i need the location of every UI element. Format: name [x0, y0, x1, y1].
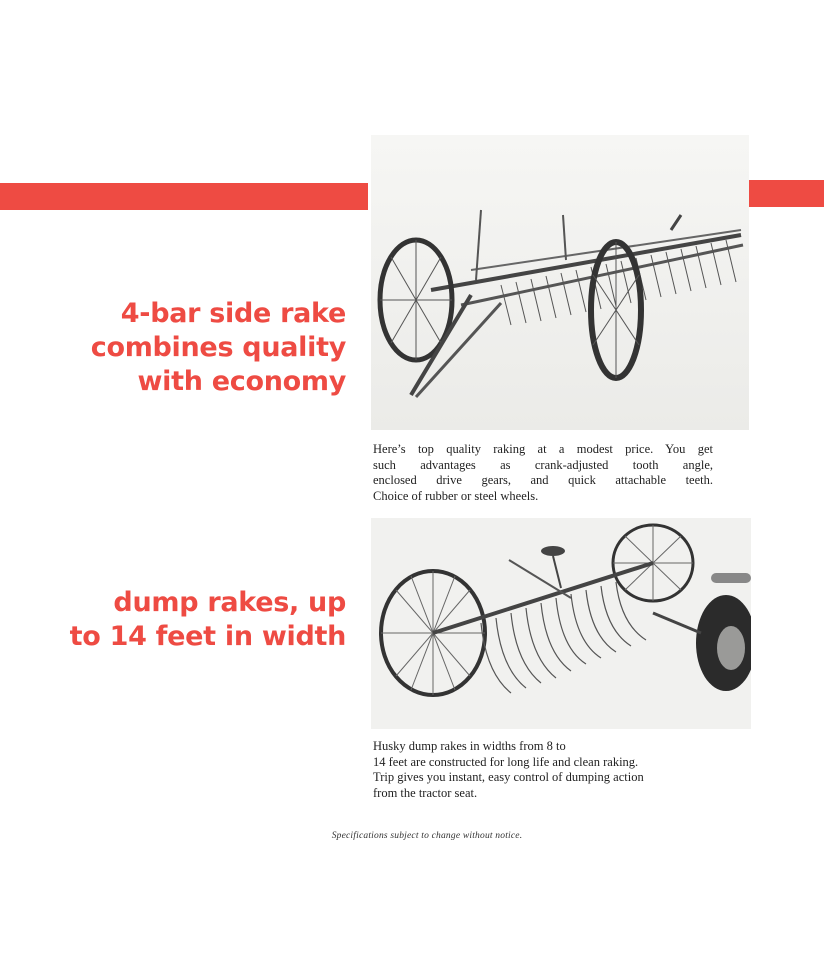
dump-rake-photo [371, 518, 751, 729]
heading-line: to 14 feet in width [69, 621, 346, 652]
side-rake-photo [371, 135, 749, 430]
red-accent-bar-left [0, 183, 368, 210]
side-rake-caption [373, 442, 713, 504]
caption-line: from the tractor seat. [373, 785, 478, 800]
caption-line: 14 feet are constructed for long life and clean raking. [373, 754, 639, 769]
caption-line: Trip gives you instant, easy control of dumping action [373, 770, 644, 784]
heading-line: 4-bar side rake [120, 298, 346, 329]
caption-line: enclosed drive gears, and quick attachable teeth. [373, 473, 713, 487]
dump-rake-heading [70, 586, 346, 654]
heading-line: dump rakes, up [113, 587, 346, 618]
caption-line: Choice of rubber or steel wheels. [373, 488, 539, 503]
caption-line: such advantages as crank-adjusted tooth angle, [373, 457, 713, 472]
specifications-footnote: Specifications subject to change without notice. [331, 831, 523, 841]
caption-line: Husky dump rakes in widths from 8 to [373, 739, 566, 753]
caption-line: Here’s top quality raking at a modest price. You get [373, 442, 713, 456]
side-rake-heading [91, 297, 346, 399]
red-accent-bar-right [749, 180, 824, 207]
heading-line: combines quality [90, 332, 346, 363]
dump-rake-caption [373, 739, 718, 801]
heading-line: with economy [137, 366, 346, 397]
